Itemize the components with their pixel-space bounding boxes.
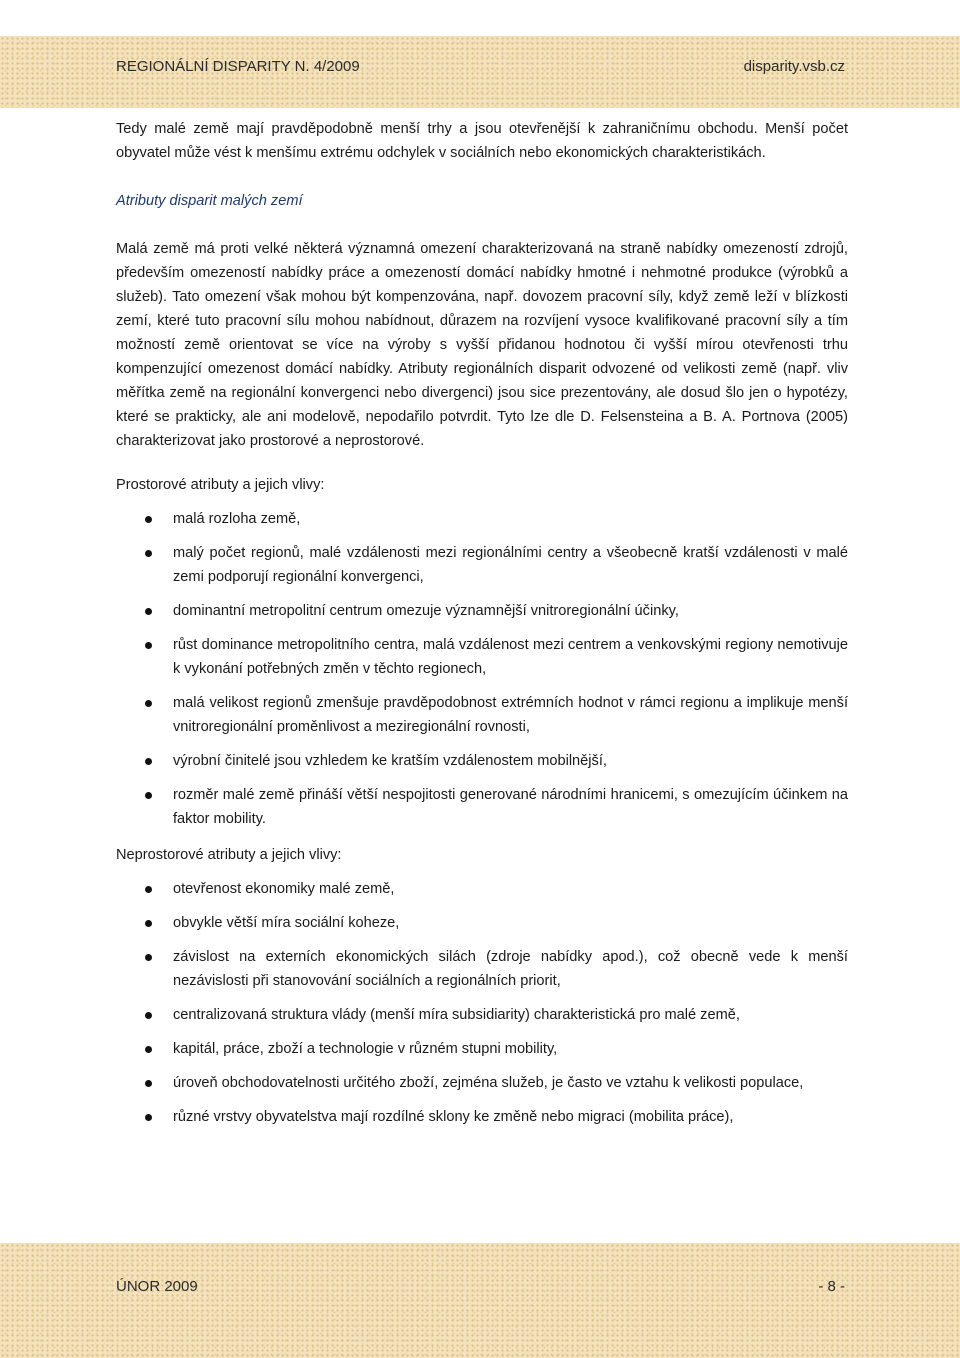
list-item: malý počet regionů, malé vzdálenosti mezi regionálními centry a všeobecně kratší vzdálenosti v malé zemi podporují regionální konvergenci,: [116, 541, 848, 589]
list-item: dominantní metropolitní centrum omezuje významnější vnitroregionální účinky,: [116, 599, 848, 623]
nonspatial-attributes-heading: Neprostorové atributy a jejich vlivy:: [116, 847, 342, 863]
list-item: malá rozloha země,: [116, 507, 848, 531]
footer-band: [0, 1243, 960, 1358]
list-item: kapitál, práce, zboží a technologie v různém stupni mobility,: [116, 1037, 848, 1061]
website-link[interactable]: disparity.vsb.cz: [743, 58, 845, 75]
intro-paragraph: Tedy malé země mají pravděpodobně menší trhy a jsou otevřenější k zahraničnímu obchodu. Menší počet obyvatel může vést k menšímu extrému odchylek v sociálních nebo ekonomických charakteristikách.: [116, 121, 848, 161]
page-number: - 8 -: [818, 1278, 845, 1295]
list-item: výrobní činitelé jsou vzhledem ke kratším vzdálenostem mobilnější,: [116, 749, 848, 773]
list-item: centralizovaná struktura vlády (menší míra subsidiarity) charakteristická pro malé země,: [116, 1003, 848, 1027]
section-subtitle: Atributy disparit malých zemí: [116, 193, 303, 209]
list-item: růst dominance metropolitního centra, malá vzdálenost mezi centrem a venkovskými regiony nemotivuje k vykonání potřebných změn v těchto regionech,: [116, 633, 848, 681]
list-item: různé vrstvy obyvatelstva mají rozdílné sklony ke změně nebo migraci (mobilita práce),: [116, 1105, 848, 1129]
list-item: úroveň obchodovatelnosti určitého zboží, zejména služeb, je často ve vztahu k velikosti populace,: [116, 1071, 848, 1095]
spatial-attributes-list: [116, 507, 848, 831]
list-item: malá velikost regionů zmenšuje pravděpodobnost extrémních hodnot v rámci regionu a implikuje menší vnitroregionální proměnlivost a meziregionální rovnosti,: [116, 691, 848, 739]
page-content: [116, 117, 848, 1141]
main-paragraph: Malá země má proti velké některá významná omezení charakterizovaná na straně nabídky omezeností zdrojů, především omezeností nabídky práce a omezeností domácí nabídky hmotné i nehmotné produkce (výrobků a služeb). Tato omezení však mohou být kompenzována, např. dovozem pracovní síly, když země leží v blízkosti zemí, které tuto pracovní sílu mohou nabídnout, důrazem na rozvíjení vysoce kvalifikované pracovní síly a tím možností země orientovat se více na výroby s vyšší přidanou hodnotou či vyšší mírou otevřenosti trhu kompenzující omezenost domácí nabídky. Atributy regionálních disparit odvozené od velikosti země (např. vliv měřítka země na regionální konvergenci nebo divergenci) jsou sice prezentovány, ale dosud šlo jen o hypotézy, které se prakticky, ale ani modelově, nepodařilo potvrdit. Tyto lze dle D. Felsensteina a B. A. Portnova (2005) charakterizovat jako prostorové a neprostorové.: [116, 241, 848, 449]
spatial-attributes-heading: Prostorové atributy a jejich vlivy:: [116, 477, 325, 493]
issue-date: ÚNOR 2009: [116, 1278, 198, 1295]
list-item: rozměr malé země přináší větší nespojitosti generované národními hranicemi, s omezujícím účinkem na faktor mobility.: [116, 783, 848, 831]
list-item: závislost na externích ekonomických silách (zdroje nabídky apod.), což obecně vede k menší nezávislosti při stanovování sociálních a regionálních priorit,: [116, 945, 848, 993]
list-item: otevřenost ekonomiky malé země,: [116, 877, 848, 901]
nonspatial-attributes-list: [116, 877, 848, 1129]
list-item: obvykle větší míra sociální koheze,: [116, 911, 848, 935]
journal-title: REGIONÁLNÍ DISPARITY N. 4/2009: [116, 58, 360, 75]
